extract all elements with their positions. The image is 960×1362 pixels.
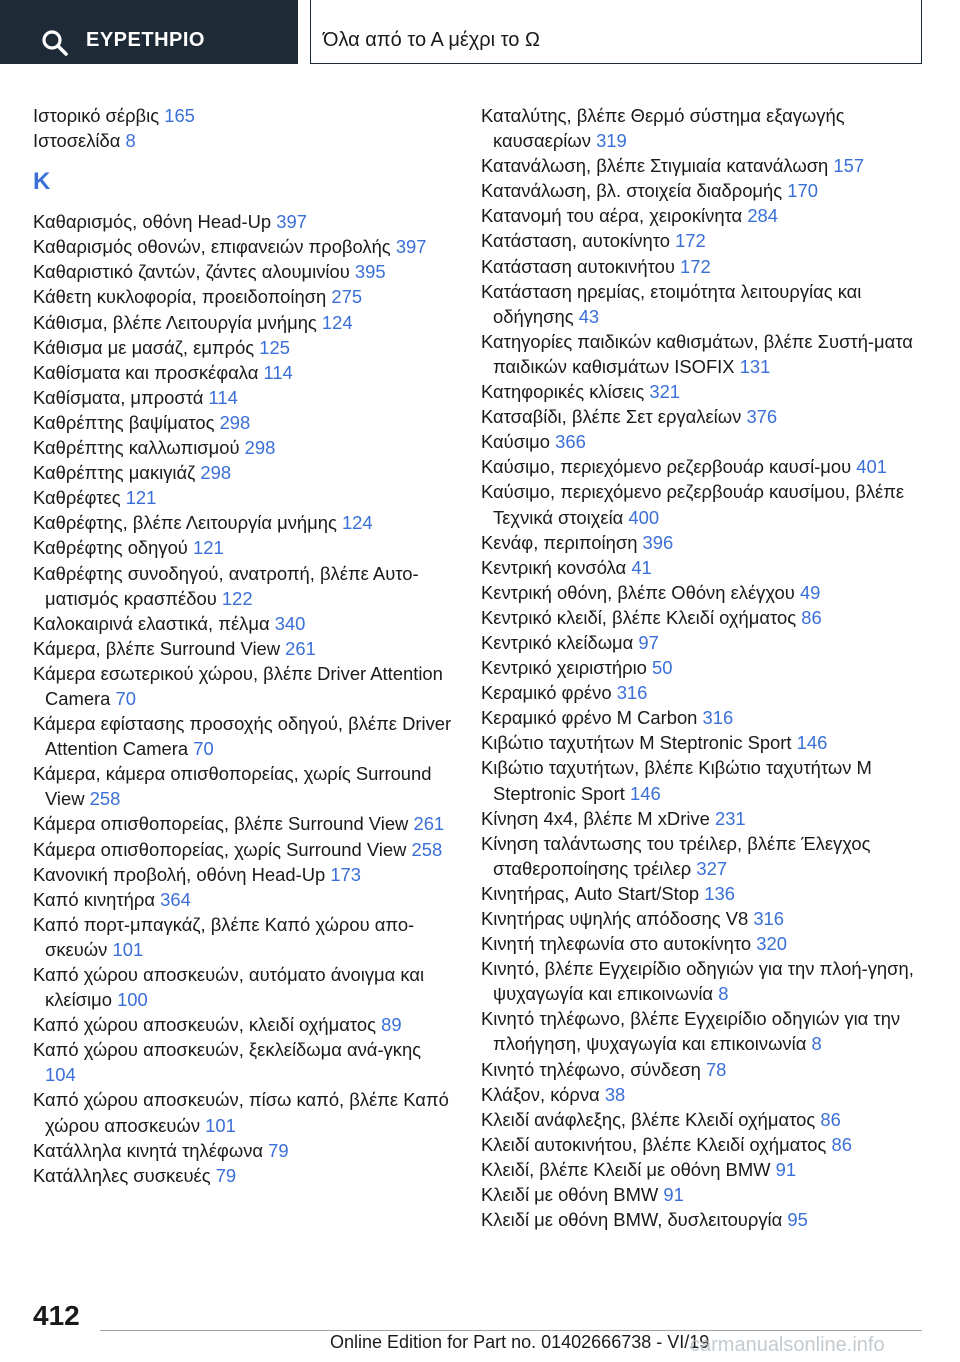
page-link[interactable]: 376 <box>746 406 778 428</box>
index-entry <box>33 811 453 836</box>
entry-term: Κινητό τηλέφωνο, σύνδεση <box>481 1058 701 1080</box>
index-entry <box>481 1182 921 1207</box>
entry-term: Κεντρικό κλειδί, βλέπε Κλειδί οχήματος <box>481 606 797 628</box>
page-link[interactable]: 8 <box>718 983 729 1005</box>
entry-term: Καπό πορτ-μπαγκάζ, βλέπε Καπό χώρου απο-σκευών <box>33 913 415 960</box>
index-entry <box>481 203 921 228</box>
index-entry <box>481 605 921 630</box>
edition-text: Online Edition for Part no. 01402666738 - VI/19 <box>330 1332 710 1352</box>
index-entry <box>481 279 921 329</box>
index-entry <box>481 254 921 279</box>
index-entry <box>33 1087 453 1137</box>
index-entry <box>481 931 921 956</box>
entry-term: Κίνηση ταλάντωσης του τρέιλερ, βλέπε Έλεγχος σταθεροποίησης τρέιλερ <box>481 832 871 879</box>
footer-divider <box>100 1330 922 1331</box>
page-link[interactable]: 131 <box>739 355 771 377</box>
entry-term: Καθαρισμός οθονών, επιφανειών προβολής <box>33 236 391 258</box>
index-entry <box>33 1037 453 1087</box>
index-entry <box>33 887 453 912</box>
entry-term: Κάθετη κυκλοφορία, προειδοποίηση <box>33 286 327 308</box>
page-link[interactable]: 316 <box>702 707 734 729</box>
entry-term: Κινητό τηλέφωνο, βλέπε Εγχειρίδιο οδηγιών για την πλοήγηση, ψυχαγωγία και επικοινωνία <box>481 1008 901 1055</box>
index-entry <box>33 128 453 153</box>
entry-term: Κατηγορίες παιδικών καθισμάτων, βλέπε Συστή-ματα παιδικών καθισμάτων ISOFIX <box>481 330 913 377</box>
entry-term: Ιστορικό σέρβις <box>33 105 160 126</box>
entry-term: Κλειδί, βλέπε Κλειδί με οθόνη BMW <box>481 1158 771 1180</box>
entry-term: Καλοκαιρινά ελαστικά, πέλμα <box>33 612 270 634</box>
entry-term: Καθρέφτης συνοδηγού, ανατροπή, βλέπε Αυτο-ματισμός κρασπέδου <box>33 562 419 609</box>
page-link[interactable]: 70 <box>193 738 214 760</box>
page-link[interactable]: 320 <box>756 933 787 955</box>
page-link[interactable]: 146 <box>630 782 661 804</box>
page-link[interactable]: 173 <box>330 863 362 885</box>
page-link[interactable]: 101 <box>112 938 144 960</box>
index-entry <box>33 510 453 535</box>
index-entry <box>481 329 921 379</box>
page-link[interactable]: 364 <box>160 888 191 910</box>
index-entry <box>481 755 921 805</box>
entry-term: Καθρέφτες <box>33 487 121 509</box>
entry-term: Καθρέπτης καλλωπισμού <box>33 437 240 459</box>
index-entry <box>33 259 453 284</box>
page-link[interactable]: 275 <box>331 286 363 308</box>
index-entry <box>481 1107 921 1132</box>
page-link[interactable]: 114 <box>263 361 293 383</box>
header-bar <box>0 0 960 66</box>
entry-term: Καθίσματα, μπροστά <box>33 386 204 408</box>
entry-term: Καθρέφτης, βλέπε Λειτουργία μνήμης <box>33 512 337 534</box>
index-entry <box>33 611 453 636</box>
entry-term: Καπό χώρου αποσκευών, κλειδί οχήματος <box>33 1014 376 1036</box>
index-entry <box>33 360 453 385</box>
entry-term: Κιβώτιο ταχυτήτων M Steptronic Sport <box>481 732 792 754</box>
page-link[interactable]: 114 <box>208 386 238 408</box>
page-link[interactable]: 124 <box>341 512 373 534</box>
index-entry <box>481 379 921 404</box>
page-link[interactable]: 395 <box>354 261 386 283</box>
index-tab[interactable] <box>0 0 298 64</box>
index-entry <box>33 661 453 711</box>
index-entry <box>33 385 453 410</box>
page-link[interactable]: 8 <box>125 130 136 152</box>
index-entry <box>33 761 453 811</box>
index-entry <box>481 956 921 1006</box>
index-entry <box>481 178 921 203</box>
index-entry <box>481 228 921 253</box>
page-link[interactable]: 316 <box>753 908 784 929</box>
entry-term: Καθρέπτης μακιγιάζ <box>33 462 196 484</box>
page-link[interactable]: 124 <box>321 311 353 333</box>
page-link[interactable]: 121 <box>125 487 157 509</box>
page-link[interactable]: 172 <box>680 255 711 277</box>
entry-term: Κινητήρας υψηλής απόδοσης V8 <box>481 908 749 929</box>
page-link[interactable]: 170 <box>787 180 818 202</box>
page-link[interactable]: 8 <box>811 1033 822 1055</box>
index-entry <box>481 555 921 580</box>
page-link[interactable]: 91 <box>775 1158 797 1180</box>
index-entry <box>33 209 453 234</box>
entry-term: Κάμερα, βλέπε Surround View <box>33 637 281 659</box>
section-tab[interactable] <box>310 0 922 64</box>
entry-term: Κεντρικό χειριστήριο <box>481 657 647 679</box>
entry-term: Κάμερα, κάμερα οπισθοπορείας, χωρίς Surround View <box>33 763 432 810</box>
page-link[interactable]: 366 <box>555 431 586 453</box>
entry-term: Κατάσταση ηρεμίας, ετοιμότητα λειτουργίας και οδήγησης <box>481 280 862 327</box>
entry-term: Κεντρική οθόνη, βλέπε Οθόνη ελέγχου <box>481 581 795 603</box>
page-link[interactable]: 258 <box>411 838 443 860</box>
entry-term: Καπό χώρου αποσκευών, αυτόματο άνοιγμα και κλείσιμο <box>33 964 425 1011</box>
index-entry <box>481 655 921 680</box>
page-link[interactable]: 121 <box>193 537 224 559</box>
entry-term: Κινητή τηλεφωνία στο αυτοκίνητο <box>481 933 752 955</box>
entry-term: Καπό κινητήρα <box>33 888 155 910</box>
page-link[interactable]: 261 <box>285 637 316 659</box>
section-tab-label: Όλα από το Α μέχρι το Ω <box>323 29 540 51</box>
page-link[interactable]: 397 <box>276 211 307 233</box>
entry-term: Καθρέπτης βαψίματος <box>33 411 215 433</box>
page-link[interactable]: 261 <box>413 813 445 835</box>
page-link[interactable]: 165 <box>164 105 195 126</box>
page-link[interactable]: 50 <box>652 657 673 679</box>
page-link[interactable]: 397 <box>395 236 427 258</box>
entry-term: Κατάσταση, αυτοκίνητο <box>481 230 670 252</box>
index-entry <box>481 1057 921 1082</box>
page-link[interactable]: 400 <box>628 506 660 528</box>
entry-term: Κεραμικό φρένο <box>481 682 612 704</box>
index-entry <box>33 1163 453 1188</box>
entry-term: Κατσαβίδι, βλέπε Σετ εργαλείων <box>481 406 742 428</box>
page-link[interactable]: 231 <box>714 807 746 829</box>
page-link[interactable]: 157 <box>833 155 865 177</box>
page-link[interactable]: 86 <box>820 1108 841 1130</box>
index-entry <box>481 479 921 529</box>
index-entry <box>33 485 453 510</box>
index-entry <box>33 435 453 460</box>
entry-term: Κεντρική κονσόλα <box>481 556 627 578</box>
page-link[interactable]: 104 <box>45 1064 76 1086</box>
entry-term: Κενάφ, περιποίηση <box>481 531 638 553</box>
entry-term: Κλάξον, κόρνα <box>481 1083 600 1105</box>
entry-term: Καθαριστικό ζαντών, ζάντες αλουμινίου <box>33 261 350 283</box>
watermark: carmanualsonline.info <box>690 1334 885 1356</box>
index-entry <box>33 535 453 560</box>
page-link[interactable]: 89 <box>381 1014 402 1036</box>
index-entry <box>33 561 453 611</box>
entry-term: Κλειδί με οθόνη BMW <box>481 1184 659 1206</box>
entry-term: Καθίσματα και προσκέφαλα <box>33 361 259 383</box>
page-link[interactable]: 258 <box>89 788 121 810</box>
index-entry <box>481 680 921 705</box>
entry-term: Κάθισμα, βλέπε Λειτουργία μνήμης <box>33 311 317 333</box>
page-link[interactable]: 78 <box>705 1058 727 1080</box>
index-entry <box>481 730 921 755</box>
page-link[interactable]: 321 <box>649 381 681 403</box>
index-entry <box>481 1132 921 1157</box>
entry-term: Καύσιμο <box>481 431 550 453</box>
page-link[interactable]: 101 <box>205 1114 236 1136</box>
page-number: 412 <box>33 1300 80 1331</box>
entry-term: Κλειδί ανάφλεξης, βλέπε Κλειδί οχήματος <box>481 1108 816 1130</box>
entry-term: Καταλύτης, βλέπε Θερμό σύστημα εξαγωγής καυσαερίων <box>481 105 845 152</box>
page-link[interactable]: 43 <box>578 305 600 327</box>
entry-term: Κιβώτιο ταχυτήτων, βλέπε Κιβώτιο ταχυτήτων M Steptronic Sport <box>481 757 872 804</box>
page-link[interactable]: 316 <box>616 682 648 704</box>
page-link[interactable]: 340 <box>274 612 306 634</box>
entry-term: Κατανομή του αέρα, χειροκίνητα <box>481 205 743 227</box>
page-link[interactable]: 284 <box>747 205 778 227</box>
index-entry <box>33 310 453 335</box>
page-link[interactable]: 79 <box>215 1164 237 1186</box>
index-entry <box>33 862 453 887</box>
entry-term: Κίνηση 4x4, βλέπε M xDrive <box>481 807 710 829</box>
index-entry <box>33 410 453 435</box>
page-link[interactable]: 91 <box>663 1184 684 1206</box>
entry-term: Κλειδί αυτοκινήτου, βλέπε Κλειδί οχήματος <box>481 1133 827 1155</box>
page-link[interactable]: 319 <box>596 130 627 152</box>
entry-term: Κάμερα εφίστασης προσοχής οδηγού, βλέπε Driver Attention Camera <box>33 713 452 760</box>
index-entry <box>33 837 453 862</box>
index-entry <box>33 1138 453 1163</box>
index-entry <box>481 1207 921 1232</box>
entry-term: Κάθισμα με μασάζ, εμπρός <box>33 336 255 358</box>
page-link[interactable]: 70 <box>115 687 137 709</box>
index-entry <box>33 1012 453 1037</box>
entry-term: Καπό χώρου αποσκευών, πίσω καπό, βλέπε Καπό χώρου αποσκευών <box>33 1089 449 1136</box>
entry-term: Κινητό, βλέπε Εγχειρίδιο οδηγιών για την πλοή-γηση, ψυχαγωγία και επικοινωνία <box>481 958 914 1005</box>
index-entry <box>33 103 453 128</box>
page-link[interactable]: 86 <box>831 1133 852 1155</box>
entry-term: Καύσιμο, περιεχόμενο ρεζερβουάρ καυσί-μου <box>481 456 852 478</box>
page-link[interactable]: 100 <box>117 989 148 1011</box>
index-tab-label: ΕΥΡΕΤΗΡΙΟ <box>86 29 205 51</box>
index-entry <box>481 454 921 479</box>
page-link[interactable]: 172 <box>675 230 706 252</box>
search-icon <box>40 28 70 58</box>
entry-term: Καθαρισμός, οθόνη Head-Up <box>33 211 272 233</box>
index-entry <box>33 912 453 962</box>
entry-term: Κλειδί με οθόνη BMW, δυσλειτουργία <box>481 1209 783 1231</box>
entry-term: Κεραμικό φρένο M Carbon <box>481 707 698 729</box>
entry-term: Καύσιμο, περιεχόμενο ρεζερβουάρ καυσίμου, βλέπε Τεχνικά στοιχεία <box>481 481 905 528</box>
index-entry <box>481 881 921 906</box>
entry-term: Κάμερα οπισθοπορείας, βλέπε Surround View <box>33 813 409 835</box>
entry-term: Κάμερα οπισθοπορείας, χωρίς Surround View <box>33 838 407 860</box>
index-entry <box>481 806 921 831</box>
page-link[interactable]: 298 <box>200 462 232 484</box>
page-link[interactable]: 38 <box>604 1083 626 1105</box>
index-entry <box>481 630 921 655</box>
entry-term: Κανονική προβολή, οθόνη Head-Up <box>33 863 326 885</box>
entry-term: Κατανάλωση, βλ. στοιχεία διαδρομής <box>481 180 783 202</box>
page-link[interactable]: 396 <box>642 531 674 553</box>
entry-term: Κατανάλωση, βλέπε Στιγμιαία κατανάλωση <box>481 155 829 177</box>
letter-heading: K <box>33 168 51 196</box>
index-entry <box>481 705 921 730</box>
index-column-right <box>481 103 921 1232</box>
index-entry <box>481 580 921 605</box>
page-link[interactable]: 146 <box>796 732 828 754</box>
index-entry <box>33 711 453 761</box>
page-link[interactable]: 298 <box>219 411 251 433</box>
entry-term: Καθρέφτης οδηγού <box>33 537 188 559</box>
entry-term: Κάμερα εσωτερικού χώρου, βλέπε Driver Attention Camera <box>33 662 443 709</box>
page-link[interactable]: 49 <box>799 581 821 603</box>
index-entry <box>481 1082 921 1107</box>
index-entry <box>481 906 921 931</box>
index-column-left <box>33 103 453 1188</box>
index-entry <box>33 284 453 309</box>
page-link[interactable]: 79 <box>268 1139 289 1161</box>
page-link[interactable]: 125 <box>259 336 290 358</box>
index-entry <box>481 1006 921 1056</box>
entry-term: Κατάλληλα κινητά τηλέφωνα <box>33 1139 264 1161</box>
page-link[interactable]: 86 <box>801 606 822 628</box>
index-entry <box>33 636 453 661</box>
entry-term: Ιστοσελίδα <box>33 130 121 152</box>
index-entry <box>33 335 453 360</box>
index-entry <box>481 530 921 555</box>
index-entry <box>481 153 921 178</box>
entry-term: Κεντρικό κλείδωμα <box>481 631 634 653</box>
page-link[interactable]: 95 <box>787 1209 808 1231</box>
index-entry <box>481 103 921 153</box>
entry-term: Κινητήρας, Auto Start/Stop <box>481 882 700 904</box>
page-link[interactable]: 122 <box>221 587 253 609</box>
entry-term: Καπό χώρου αποσκευών, ξεκλείδωμα ανά-γκης <box>33 1039 422 1061</box>
index-entry <box>481 404 921 429</box>
index-entry <box>481 831 921 881</box>
page-link[interactable]: 327 <box>696 857 728 879</box>
page-link[interactable]: 97 <box>638 631 659 653</box>
page-link[interactable]: 298 <box>244 437 276 459</box>
index-entry <box>33 460 453 485</box>
index-entry <box>481 1157 921 1182</box>
page-link[interactable]: 136 <box>704 882 735 904</box>
entry-term: Κατάλληλες συσκευές <box>33 1164 211 1186</box>
index-entry <box>481 429 921 454</box>
index-entry <box>33 234 453 259</box>
entry-term: Κατηφορικές κλίσεις <box>481 381 645 403</box>
page-link[interactable]: 41 <box>631 556 652 578</box>
index-entry <box>33 962 453 1012</box>
page-link[interactable]: 401 <box>856 456 887 478</box>
entry-term: Κατάσταση αυτοκινήτου <box>481 255 675 277</box>
